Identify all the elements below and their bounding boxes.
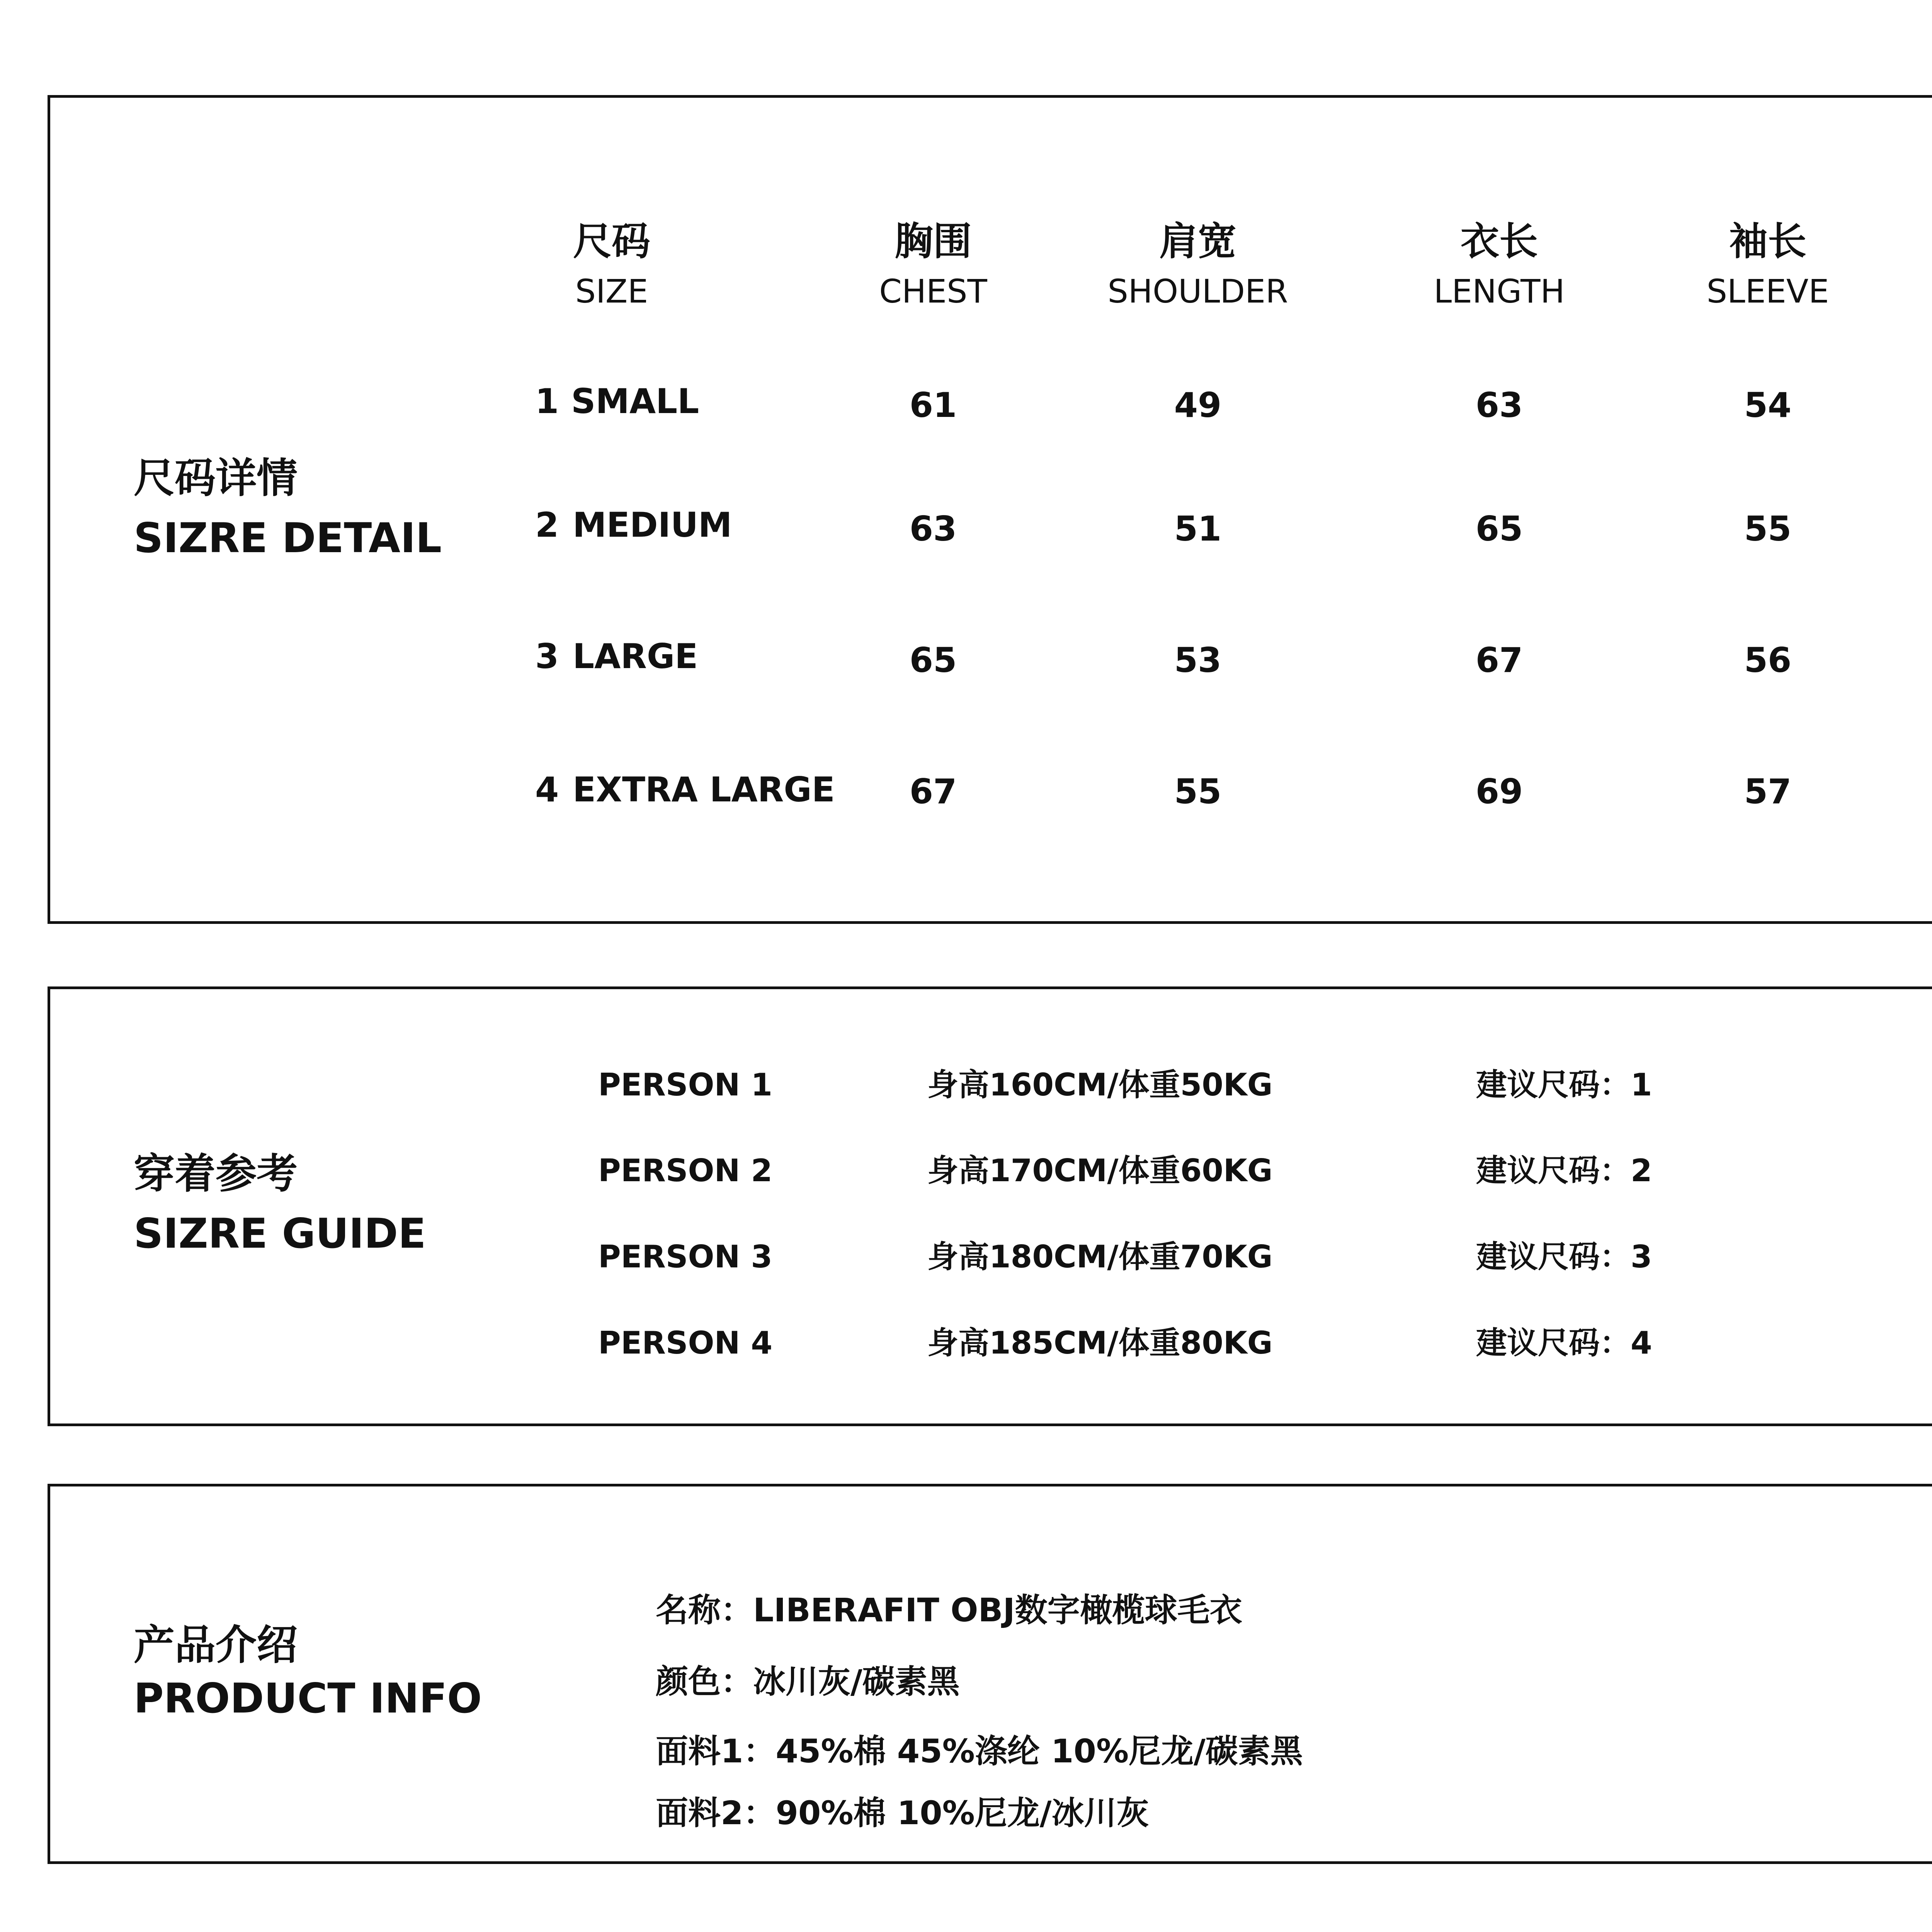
row-chest: 67 <box>909 772 957 811</box>
size-detail-title-cn: 尺码详情 <box>134 454 298 502</box>
guide-suggest: 建议尺码：4 <box>1476 1325 1652 1361</box>
row-length: 67 <box>1475 640 1523 680</box>
row-shoulder: 53 <box>1174 640 1222 680</box>
header-shoulder-en: SHOULDER <box>1107 272 1288 310</box>
guide-suggest: 建议尺码：3 <box>1476 1239 1652 1275</box>
header-size-en: SIZE <box>575 272 648 310</box>
header-chest-en: CHEST <box>879 272 987 310</box>
product-color: 颜色：冰川灰/碳素黑 <box>656 1663 960 1701</box>
row-length: 65 <box>1475 509 1523 549</box>
row-index: 2 <box>535 505 559 545</box>
size-detail-title-en: SIZRE DETAIL <box>134 514 442 562</box>
product-name: 名称：LIBERAFIT OBJ数字橄榄球毛衣 <box>656 1591 1242 1629</box>
row-shoulder: 55 <box>1174 772 1222 811</box>
row-index: 1 <box>535 381 559 421</box>
row-size: EXTRA LARGE <box>573 770 835 810</box>
guide-person: PERSON 4 <box>598 1325 772 1361</box>
guide-person: PERSON 3 <box>598 1239 772 1275</box>
guide-body: 身高160CM/体重50KG <box>927 1067 1273 1103</box>
row-shoulder: 49 <box>1174 385 1222 425</box>
size-guide-title-en: SIZRE GUIDE <box>134 1210 426 1257</box>
size-guide-title-cn: 穿着参考 <box>134 1150 298 1197</box>
guide-person: PERSON 2 <box>598 1153 772 1189</box>
header-chest-cn: 胸围 <box>895 219 972 264</box>
header-length-en: LENGTH <box>1434 272 1565 310</box>
guide-body: 身高180CM/体重70KG <box>927 1239 1273 1275</box>
row-size: MEDIUM <box>573 505 732 545</box>
header-shoulder-cn: 肩宽 <box>1159 219 1236 264</box>
guide-body: 身高170CM/体重60KG <box>927 1153 1273 1189</box>
row-length: 69 <box>1475 772 1523 811</box>
guide-body: 身高185CM/体重80KG <box>927 1325 1273 1361</box>
row-index: 4 <box>535 770 559 810</box>
guide-suggest: 建议尺码：2 <box>1476 1153 1652 1189</box>
row-sleeve: 57 <box>1744 772 1792 811</box>
row-size: LARGE <box>573 636 698 676</box>
header-size-cn: 尺码 <box>573 219 650 264</box>
product-info-title-cn: 产品介绍 <box>134 1621 298 1669</box>
row-chest: 63 <box>909 509 957 549</box>
row-shoulder: 51 <box>1174 509 1222 549</box>
row-sleeve: 55 <box>1744 509 1792 549</box>
header-sleeve-en: SLEEVE <box>1706 272 1829 310</box>
product-fabric-2: 面料2：90%棉 10%尼龙/冰川灰 <box>656 1794 1149 1832</box>
header-length-cn: 衣长 <box>1461 219 1538 264</box>
row-sleeve: 56 <box>1744 640 1792 680</box>
row-chest: 65 <box>909 640 957 680</box>
row-size: SMALL <box>571 381 699 421</box>
guide-person: PERSON 1 <box>598 1067 772 1103</box>
product-info-title-en: PRODUCT INFO <box>134 1675 482 1722</box>
row-sleeve: 54 <box>1744 385 1792 425</box>
guide-suggest: 建议尺码：1 <box>1476 1067 1652 1103</box>
product-fabric-1: 面料1：45%棉 45%涤纶 10%尼龙/碳素黑 <box>656 1732 1303 1770</box>
row-index: 3 <box>535 636 559 676</box>
row-chest: 61 <box>909 385 957 425</box>
row-length: 63 <box>1475 385 1523 425</box>
header-sleeve-cn: 袖长 <box>1729 219 1806 264</box>
